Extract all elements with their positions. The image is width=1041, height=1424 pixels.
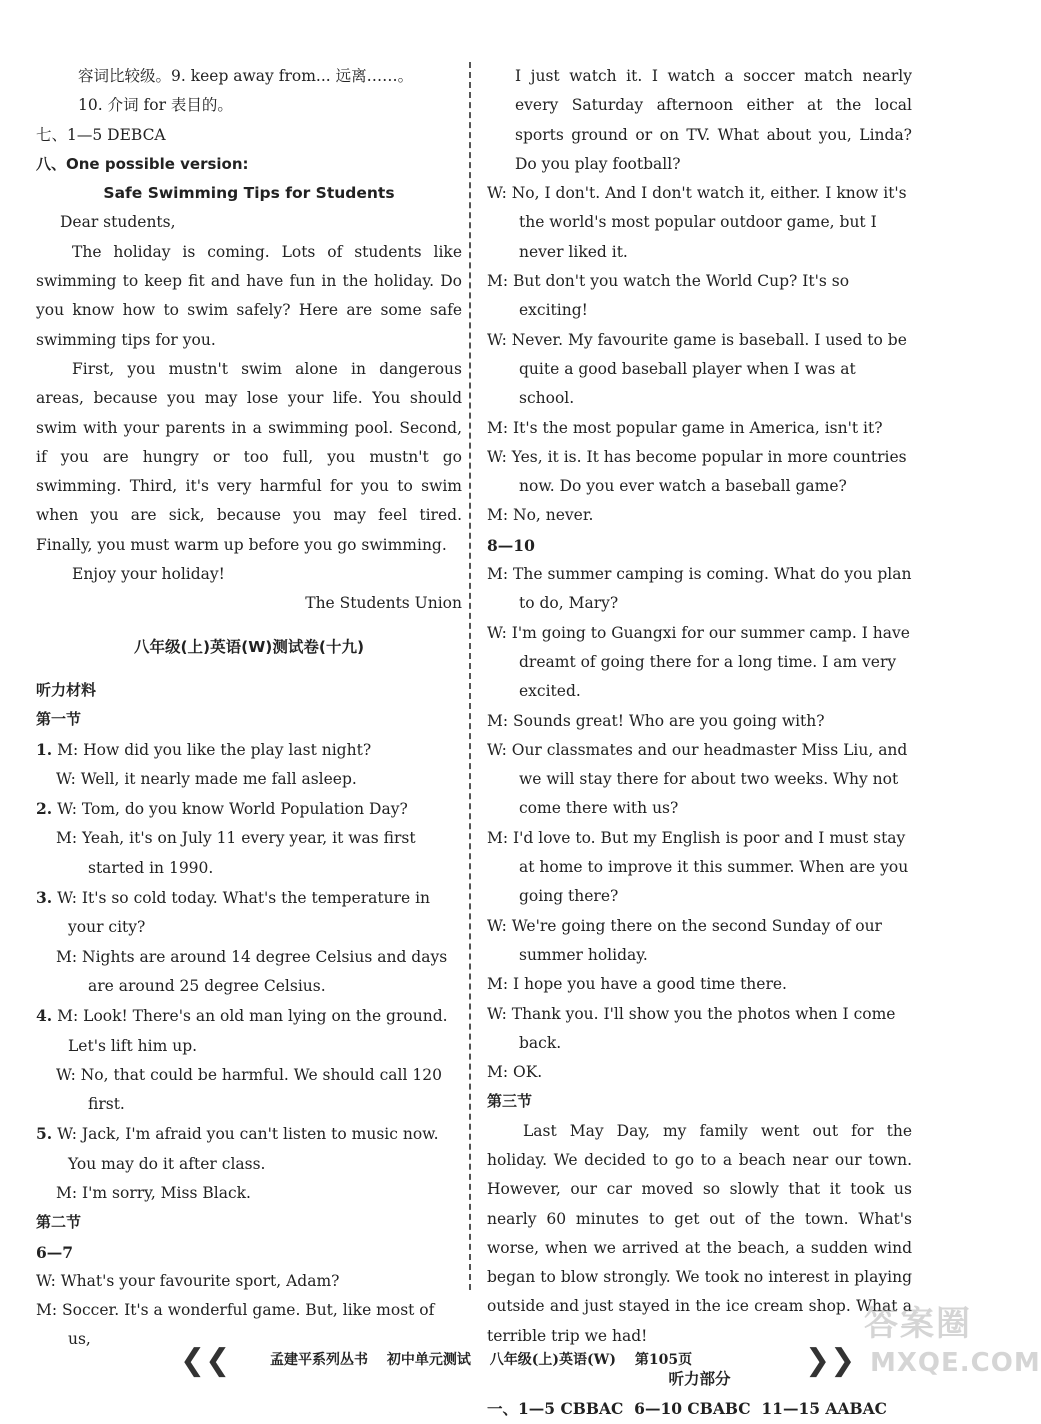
dialog-line: M: It's the most popular game in America, isn't it? (487, 418, 883, 437)
range-label: 8—10 (487, 535, 535, 555)
dialog-line: M: But don't you watch the World Cup? It's so exciting! (487, 272, 850, 320)
dialog-line: M: No, never. (487, 506, 594, 525)
range-label: 6—7 (36, 1242, 74, 1262)
series-name: 孟建平系列丛书 (270, 1352, 368, 1368)
essay-paragraph: The holiday is coming. Lots of students like swimming to keep fit and have fun in the holiday. Do you know how to swim safely? Here are some safe swimming tips for you. (36, 242, 462, 349)
dialog-line: M: The summer camping is coming. What do you plan to do, Mary? (487, 565, 912, 613)
dialog-line: M: Soccer. It's a wonderful game. But, like most of us, (36, 1301, 435, 1349)
dialog-item: 1. M: How did you like the play last night? W: Well, it nearly made me fall asleep. (36, 739, 372, 788)
section-heading: 第三节 (487, 1092, 533, 1111)
section-heading: 第一节 (36, 710, 82, 729)
dialog-line: W: Never. My favourite game is baseball. I used to be quite a good baseball player when I was at school. (487, 330, 907, 408)
prev-arrow-icon: ❮❮ (180, 1343, 231, 1378)
grade-label: 八年级(上)英语(W) (489, 1352, 616, 1368)
signature: The Students Union (305, 594, 462, 613)
test-title: 八年级(上)英语(W)测试卷(十九) (133, 637, 365, 656)
dialog-line: M: I'd love to. But my English is poor and I must stay at home to improve it this summer. When are you going there? (487, 828, 909, 906)
column-divider (469, 62, 471, 1290)
right-column (487, 62, 912, 1424)
answer-line: 七、1—5 DEBCA (36, 125, 166, 144)
dialog-line: W: I'm going to Guangxi for our summer camp. I have dreamt of going there for a long time. I am very excited. (487, 623, 910, 701)
dialog-line: M: I hope you have a good time there. (487, 975, 787, 994)
dialog-continuation: I just watch it. I watch a soccer match nearly every Saturday afternoon either at the local sports ground or on TV. What about you, Linda? Do you play football? (515, 67, 912, 173)
section-heading: 第二节 (36, 1213, 82, 1232)
dialog-line: W: We're going there on the second Sunday of our summer holiday. (487, 916, 882, 964)
text-line: 容词比较级。9. keep away from... 远离……。 (78, 67, 414, 85)
dialog-item: 4. M: Look! There's an old man lying on the ground. Let's lift him up. W: No, that could be harmful. We should call 120 first. (36, 1006, 448, 1114)
dialog-line: W: Yes, it is. It has become popular in more countries now. Do you ever watch a baseball game? (487, 447, 907, 496)
dialog-line: W: No, I don't. And I don't watch it, either. I know it's the world's most popular outdoor game, but I never liked it. (487, 184, 907, 261)
answers-heading: 听力部分 (668, 1370, 731, 1389)
section-label: 八、One possible version: (36, 154, 249, 173)
dialog-line: W: Thank you. I'll show you the photos when I come back. (487, 1004, 896, 1052)
dialog-line: M: OK. (487, 1063, 543, 1082)
dialog-line: M: Sounds great! Who are you going with? (487, 711, 825, 730)
dialog-line: W: Our classmates and our headmaster Miss Liu, and we will stay there for about two weeks. Why not come there with us? (487, 740, 908, 818)
essay-paragraph: First, you mustn't swim alone in dangerous areas, because you may lose your life. You should swim with your parents in a swimming pool. Second, if you are hungry or too full, you mustn't go swimming. Third, it's very harmful for you to swim when you are sick, because you may feel tired. Finally, you must warm up before you go swimming. (36, 359, 462, 554)
dialog-item: 5. W: Jack, I'm afraid you can't listen to music now. You may do it after class. M: I'm sorry, Miss Black. (36, 1124, 439, 1202)
watermark-url: MXQE.COM (870, 1348, 1041, 1378)
page-footer (0, 1339, 1000, 1379)
dialog-item: 3. W: It's so cold today. What's the temperature in your city? M: Nights are around 14 degree Celsius and days are around 25 degree Celsius. (36, 888, 448, 995)
book-name: 初中单元测试 (386, 1352, 471, 1368)
passage: Last May Day, my family went out for the holiday. We decided to go to a beach near our town. However, our car moved so slowly that it took us nearly 60 minutes to get out of the town. What's worse, when we arrived at the beach, a sudden wind began to blow strongly. We took no interest in playing outside and just stayed in the ice cream shop. What a terrible trip we had! (487, 1121, 912, 1345)
text-line: 10. 介词 for 表目的。 (78, 96, 233, 115)
watermark-text: 答案圈 (864, 1304, 972, 1344)
answers-line: 一、1—5 CBBAC 6—10 CBABC 11—15 AABAC (487, 1399, 887, 1419)
listening-heading: 听力材料 (36, 680, 97, 699)
footer-text (270, 1349, 706, 1369)
watermark-logo (858, 1290, 1041, 1385)
next-arrow-icon: ❯❯ (805, 1343, 856, 1378)
dialog-line: W: What's your favourite sport, Adam? (36, 1271, 340, 1290)
page-number: 第105页 (634, 1352, 693, 1368)
left-column (36, 62, 462, 1355)
salutation: Dear students, (60, 213, 176, 232)
dialog-item: 2. W: Tom, do you know World Population Day? M: Yeah, it's on July 11 every year, it was first started in 1990. (36, 799, 416, 877)
essay-paragraph: Enjoy your holiday! (72, 565, 225, 584)
essay-title: Safe Swimming Tips for Students (103, 184, 395, 203)
